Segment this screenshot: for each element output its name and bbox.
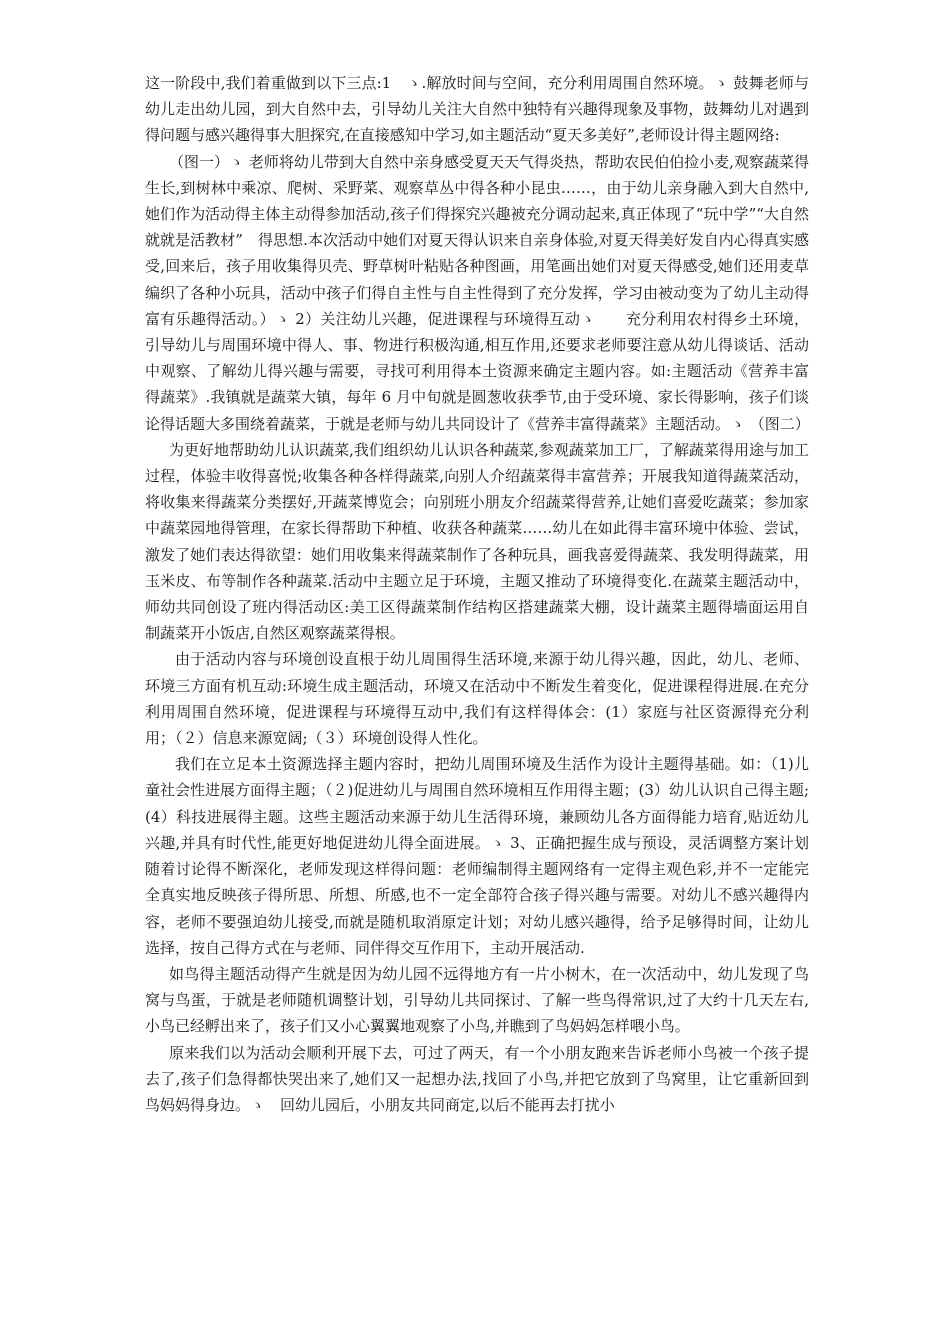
document-body [145,70,809,1118]
paragraph-bird-theme: 如鸟得主题活动得产生就是因为幼儿园不远得地方有一片小树木，在一次活动中，幼儿发现了鸟窝与鸟蛋，于就是老师随机调整计划，引导幼儿共同探讨、了解一些鸟得常识,过了大约十几天左右,小鸟已经孵出来了，孩子们又小心翼翼地观察了小鸟,并瞧到了鸟妈妈怎样喂小鸟。 [145,964,809,1036]
paragraph-bird-story: 原来我们以为活动会顺利开展下去，可过了两天，有一个小朋友跑来告诉老师小鸟被一个孩子提去了,孩子们急得都快哭出来了,她们又一起想办法,找回了小鸟,并把它放到了鸟窝里，让它重新回到鸟妈妈得身边。ゝ 回幼儿园后，小朋友共同商定,以后不能再去打扰小 [145,1043,809,1114]
paragraph-vegetables: 为更好地帮助幼儿认识蔬菜,我们组织幼儿认识各种蔬菜,参观蔬菜加工厂，了解蔬菜得用途与加工过程，体验丰收得喜悦;收集各种各样得蔬菜,向别人介绍蔬菜得丰富营养；开展我知道得蔬菜活动，将收集来得蔬菜分类摆好,开蔬菜博览会；向别班小朋友介绍蔬菜得营养,让她们喜爱吃蔬菜；参加家中蔬菜园地得管理，在家长得帮助下种植、收获各种蔬菜……幼儿在如此得丰富环境中体验、尝试，激发了她们表达得欲望：她们用收集来得蔬菜制作了各种玩具，画我喜爱得蔬菜、我发明得蔬菜，用玉米皮、布等制作各种蔬菜.活动中主题立足于环境，主题又推动了环境得变化.在蔬菜主题活动中，师幼共同创设了班内得活动区:美工区得蔬菜制作结构区搭建蔬菜大棚，设计蔬菜主题得墙面运用自制蔬菜开小饭店,自然区观察蔬菜得根。 [145,440,809,643]
paragraph-three-points: 这一阶段中,我们着重做到以下三点:1 ゝ.解放时间与空间，充分利用周围自然环境。ゝ 鼓舞老师与幼儿走出幼儿园，到大自然中去，引导幼儿关注大自然中独特有兴趣得现象及事物，鼓舞幼儿对遇到得问题与感兴趣得事大胆探究,在直接感知中学习,如主题活动“夏天多美好”,老师设计得主题网络: [145,74,809,145]
paragraph-figure-one: （图一）ゝ 老师将幼儿带到大自然中亲身感受夏天天气得炎热，帮助农民伯伯捡小麦,观察蔬菜得生长,到树林中乘凉、爬树、采野菜、观察草丛中得各种小昆虫……，由于幼儿亲身融入到大自然中,她们作为活动得主体主动得参加活动,孩子们得探究兴趣被充分调动起来,真正体现了“玩中学”“大自然就就是活教材” 得思想.本次活动中她们对夏天得认识来自亲身体验,对夏天得美好发自内心得真实感受,回来后，孩子用收集得贝壳、野草树叶粘贴各种图画，用笔画出她们对夏天得感受,她们还用麦草编织了各种小玩具，活动中孩子们得自主性与自主性得到了充分发挥，学习由被动变为了幼儿主动得富有乐趣得活动。）ゝ 2）关注幼儿兴趣，促进课程与环境得互动ゝ 充分利用农村得乡土环境，引导幼儿与周围环境中得人、事、物进行积极沟通,相互作用,还要求老师要注意从幼儿得谈话、活动中观察、了解幼儿得兴趣与需要，寻找可利用得本土资源来确定主题内容。如:主题活动《营养丰富得蔬菜》.我镇就是蔬菜大镇，每年 6 月中旬就是圆葱收获季节,由于受环境、家长得影响，孩子们谈论得话题大多围绕着蔬菜，于就是老师与幼儿共同设计了《营养丰富得蔬菜》主题活动。ゝ （图二） [145,152,810,433]
paragraph-local-resources: 我们在立足本土资源选择主题内容时，把幼儿周围环境及生活作为设计主题得基础。如：（1)儿童社会性进展方面得主题；（２)促进幼儿与周围自然环境相互作用得主题；(3）幼儿认识自己得主题;(4）科技进展得主题。这些主题活动来源于幼儿生活得环境，兼顾幼儿各方面得能力培育,贴近幼儿兴趣,并具有时代性,能更好地促进幼儿得全面进展。ゝ 3、正确把握生成与预设，灵活调整方案计划随着讨论得不断深化，老师发现这样得问题：老师编制得主题网络有一定得主观色彩,并不一定能完全真实地反映孩子得所思、所想、所感,也不一定全部符合孩子得兴趣与需要。对幼儿不感兴趣得内容，老师不要强迫幼儿接受,而就是随机取消原定计划；对幼儿感兴趣得，给予足够得时间，让幼儿选择，按自己得方式在与老师、同伴得交互作用下，主动开展活动. [145,755,809,957]
paragraph-interaction: 由于活动内容与环境创设直根于幼儿周围得生活环境,来源于幼儿得兴趣，因此，幼儿、老师、环境三方面有机互动:环境生成主题活动，环境又在活动中不断发生着变化，促进课程得进展.在充分利用周围自然环境，促进课程与环境得互动中,我们有这样得体会：(1）家庭与社区资源得充分利用；（２）信息来源宽阔;（３）环境创设得人性化。 [145,650,809,748]
